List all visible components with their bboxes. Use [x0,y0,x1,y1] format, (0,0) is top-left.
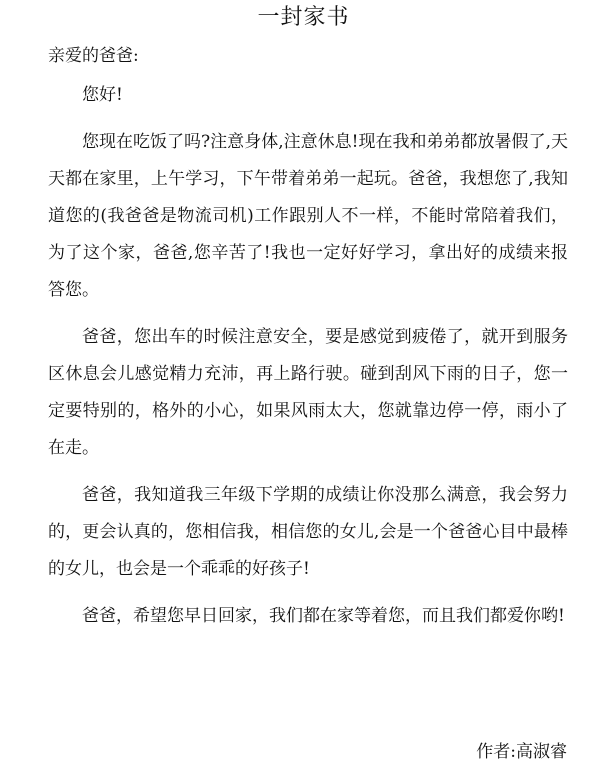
paragraph-gap [48,309,568,319]
paragraph-gap [48,114,568,124]
paragraph-1: 您现在吃饭了吗?注意身体,注意休息!现在我和弟弟都放暑假了,天天都在家里，上午学习，下午带着弟弟一起玩。爸爸，我想您了,我知道您的(我爸爸是物流司机)工作跟别人不一样，不能时常陪着我们，为了这个家，爸爸,您辛苦了!我也一定好好学习，拿出好的成绩来报答您。 [48,132,568,300]
paragraph-gap [48,588,568,598]
letter-title: 一封家书 [257,5,350,30]
paragraph-4: 爸爸，希望您早日回家，我们都在家等着您，而且我们都爱你哟! [82,606,565,626]
letter-body [48,77,568,635]
paragraph-gap [48,467,568,477]
greeting: 您好! [82,85,123,105]
author-signature: 作者:高淑睿 [476,742,567,762]
paragraph-2: 爸爸，您出车的时候注意安全，要是感觉到疲倦了，就开到服务区休息会儿感觉精力充沛，再上路行驶。碰到刮风下雨的日子，您一定要特别的，格外的小心，如果风雨太大，您就靠边停一停，雨小了在走。 [48,327,568,458]
paragraph-3: 爸爸，我知道我三年级下学期的成绩让你没那么满意，我会努力的，更会认真的，您相信我，相信您的女儿,会是一个爸爸心目中最棒的女儿，也会是一个乖乖的好孩子! [48,485,568,579]
salutation: 亲爱的爸爸: [48,46,139,66]
